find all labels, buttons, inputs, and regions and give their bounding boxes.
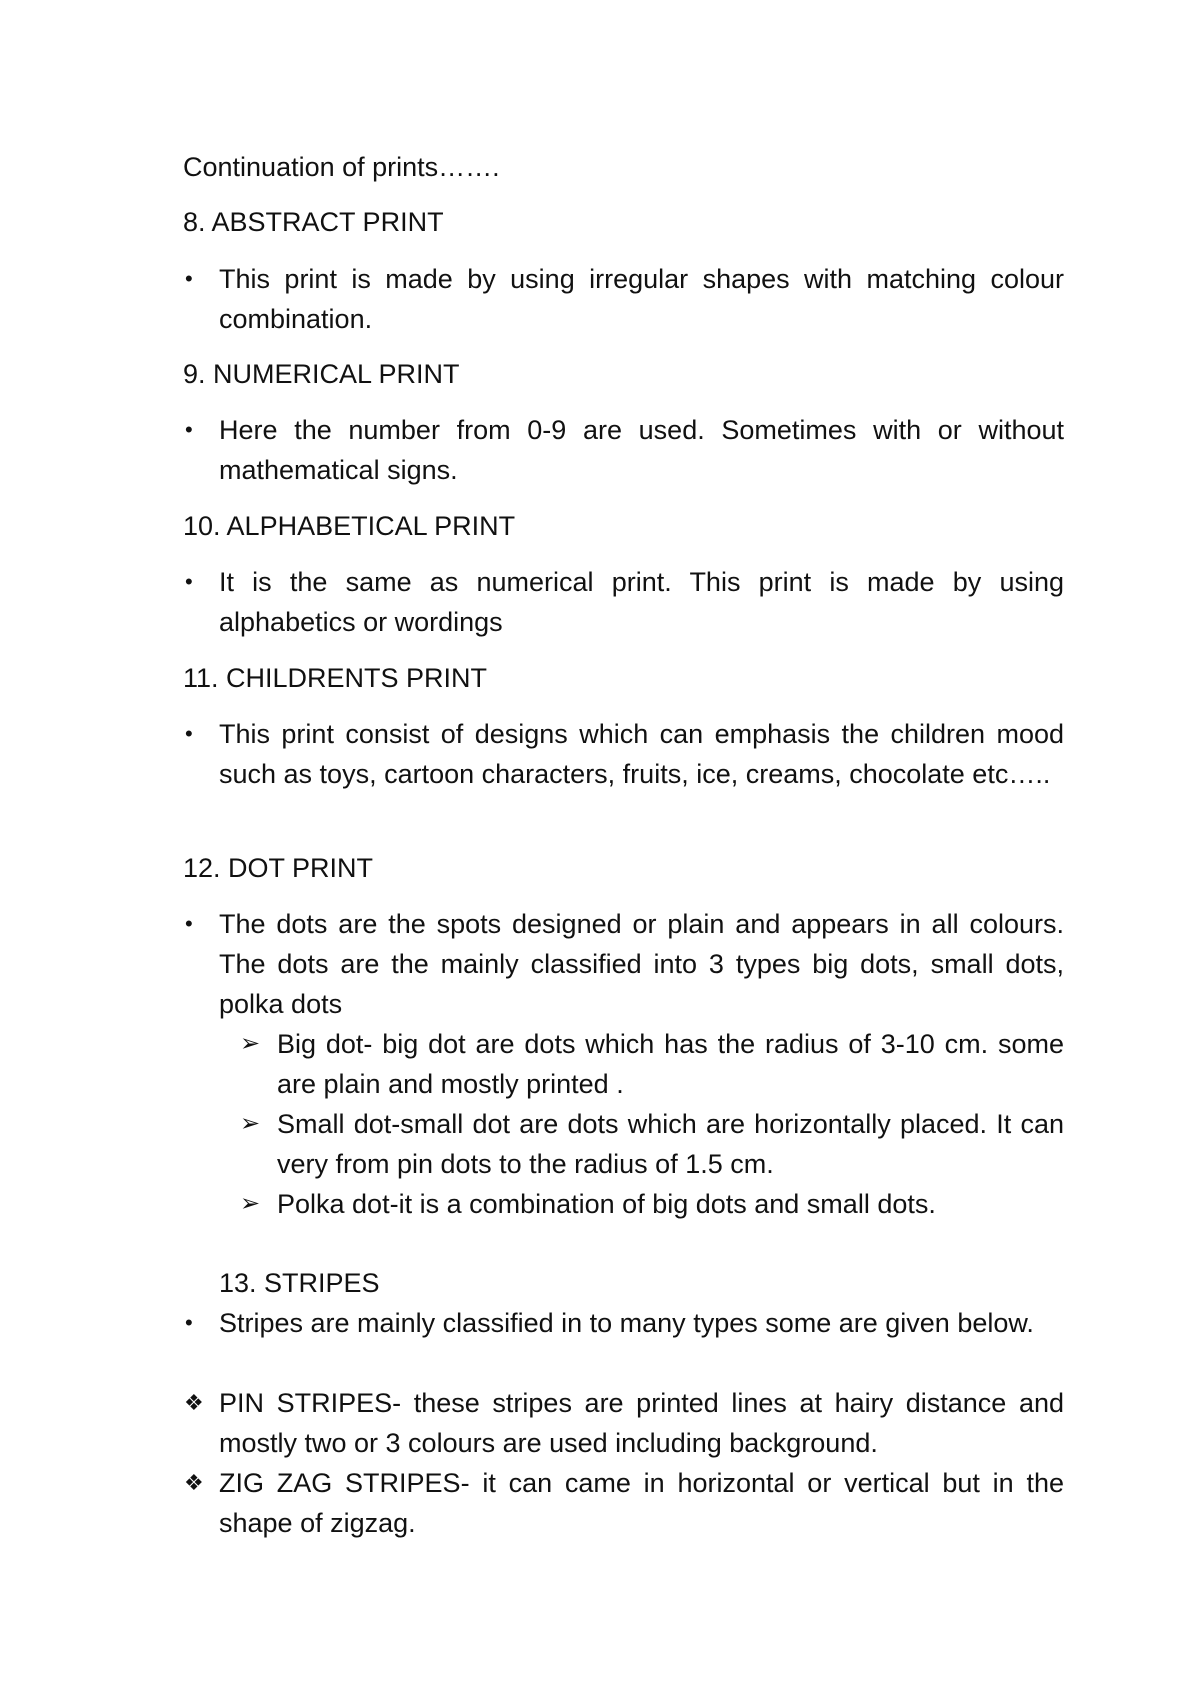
section-heading-alphabetical: 10. ALPHABETICAL PRINT [183, 511, 516, 541]
section-bullet-childrens: This print consist of designs which can emphasis the children mood such as toys, cartoon characters, fruits, ice, creams, chocolate etc….. [219, 719, 1064, 789]
dot-subitem-big: Big dot- big dot are dots which has the radius of 3-10 cm. some are plain and mostly printed . [277, 1029, 1064, 1099]
section-bullet-numerical: Here the number from 0-9 are used. Sometimes with or without mathematical signs. [219, 415, 1064, 485]
stripes-type-pin: PIN STRIPES- these stripes are printed lines at hairy distance and mostly two or 3 colours are used including background. [219, 1388, 1064, 1458]
section-bullet-dot: The dots are the spots designed or plain and appears in all colours. The dots are the mainly classified into 3 types big dots, small dots, polka dots [219, 909, 1064, 1019]
bullet-dot-icon: • [185, 266, 193, 291]
stripes-type-zigzag: ZIG ZAG STRIPES- it can came in horizontal or vertical but in the shape of zigzag. [219, 1468, 1064, 1538]
bullet-dot-icon: • [185, 721, 193, 746]
bullet-dot-icon: • [185, 417, 193, 442]
section-heading-numerical: 9. NUMERICAL PRINT [183, 359, 460, 389]
dot-subitem-polka: Polka dot-it is a combination of big dots and small dots. [277, 1189, 936, 1219]
section-bullet-abstract: This print is made by using irregular shapes with matching colour combination. [219, 264, 1064, 334]
bullet-dot-icon: • [185, 911, 193, 936]
section-heading-dot: 12. DOT PRINT [183, 853, 374, 883]
arrow-bullet-icon: ➢ [240, 1030, 261, 1057]
section-bullet-stripes: Stripes are mainly classified in to many types some are given below. [219, 1308, 1034, 1338]
dot-subitem-small: Small dot-small dot are dots which are horizontally placed. It can very from pin dots to the radius of 1.5 cm. [277, 1109, 1064, 1179]
diamond-bullet-icon: ❖ [184, 1390, 204, 1415]
section-heading-childrens: 11. CHILDRENTS PRINT [183, 663, 488, 693]
arrow-bullet-icon: ➢ [240, 1190, 261, 1217]
section-heading-abstract: 8. ABSTRACT PRINT [183, 207, 444, 237]
intro-text: Continuation of prints……. [183, 152, 500, 182]
section-heading-stripes: 13. STRIPES [219, 1268, 380, 1298]
bullet-dot-icon: • [185, 569, 193, 594]
bullet-dot-icon: • [185, 1310, 193, 1335]
diamond-bullet-icon: ❖ [184, 1470, 204, 1495]
arrow-bullet-icon: ➢ [240, 1110, 261, 1137]
section-bullet-alphabetical: It is the same as numerical print. This print is made by using alphabetics or wordings [219, 567, 1064, 637]
